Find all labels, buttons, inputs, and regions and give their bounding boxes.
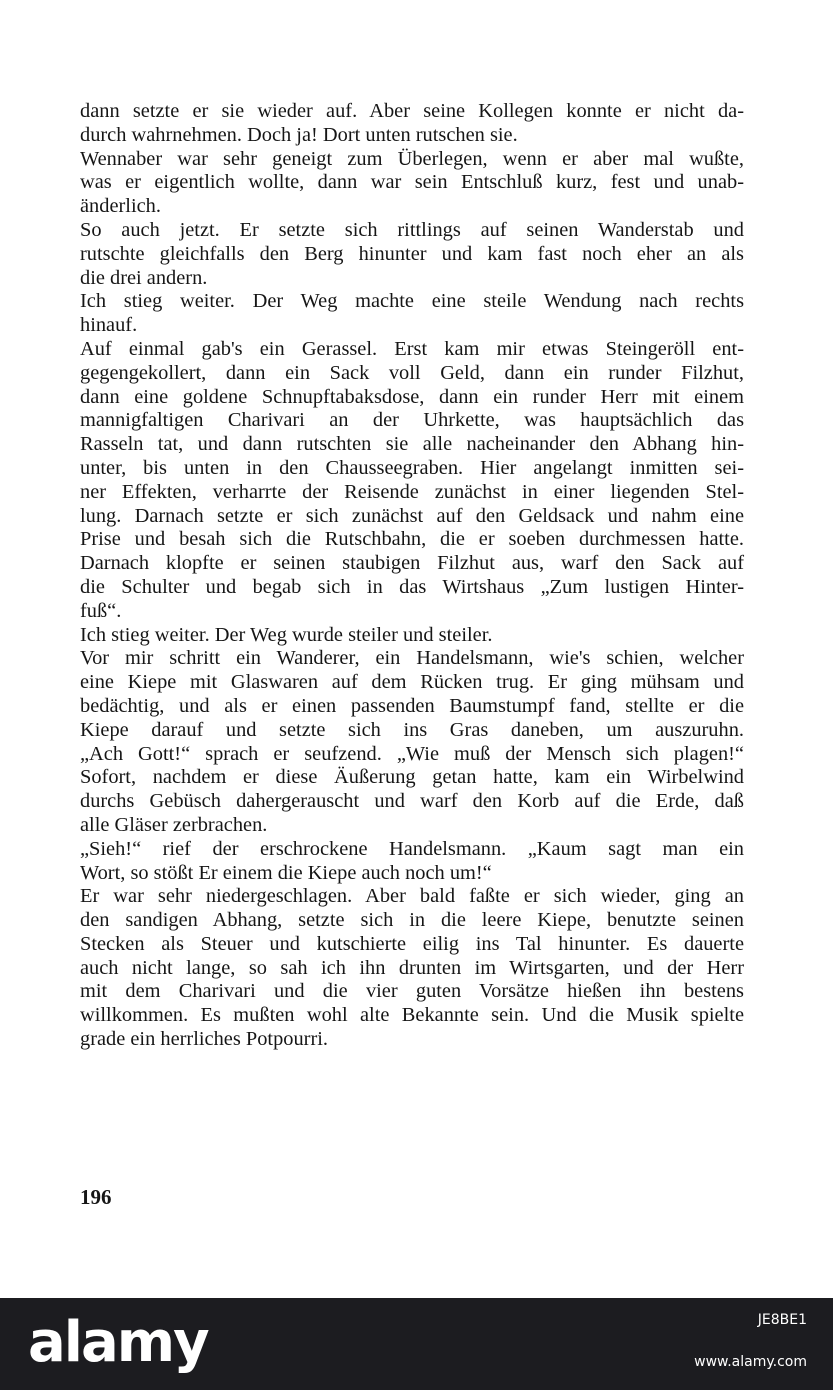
- text-line: unter, bis unten in den Chausseegraben. Hier angelangt inmitten sei-: [80, 456, 744, 479]
- text-line: Auf einmal gab's ein Gerassel. Erst kam mir etwas Steingeröll ent-: [80, 337, 744, 360]
- body-text: [80, 100, 744, 1052]
- text-line: Wennaber war sehr geneigt zum Überlegen, wenn er aber mal wußte,: [80, 147, 744, 170]
- text-line: hinauf.: [80, 314, 138, 337]
- text-line: Prise und besah sich die Rutschbahn, die er soeben durchmessen hatte.: [80, 528, 744, 551]
- text-line: gegengekollert, dann ein Sack voll Geld, dann ein runder Filzhut,: [80, 361, 744, 384]
- text-line: dann eine goldene Schnupftabaksdose, dann ein runder Herr mit einem: [80, 385, 744, 408]
- brand-logo: alamy: [28, 1310, 208, 1375]
- text-line: Darnach klopfte er seinen staubigen Filzhut aus, warf den Sack auf: [80, 552, 744, 575]
- text-line: Stecken als Steuer und kutschierte eilig ins Tal hinunter. Es dauerte: [80, 932, 744, 955]
- text-line: eine Kiepe mit Glaswaren auf dem Rücken trug. Er ging mühsam und: [80, 671, 744, 694]
- text-line: fuß“.: [80, 599, 122, 622]
- text-line: bedächtig, und als er einen passenden Baumstumpf fand, stellte er die: [80, 694, 744, 717]
- text-line: änderlich.: [80, 195, 161, 218]
- text-line: Rasseln tat, und dann rutschten sie alle nacheinander den Abhang hin-: [80, 433, 744, 456]
- text-line: „Sieh!“ rief der erschrockene Handelsmann. „Kaum sagt man ein: [80, 837, 744, 860]
- text-line: grade ein herrliches Potpourri.: [80, 1028, 329, 1051]
- text-line: durch wahrnehmen. Doch ja! Dort unten rutschen sie.: [80, 123, 518, 146]
- text-line: Er war sehr niedergeschlagen. Aber bald faßte er sich wieder, ging an: [80, 885, 744, 908]
- watermark-footer: [0, 1298, 833, 1390]
- text-line: Ich stieg weiter. Der Weg wurde steiler und steiler.: [80, 623, 493, 646]
- image-id: JE8BE1: [757, 1312, 807, 1328]
- page-number: 196: [80, 1185, 112, 1209]
- text-line: alle Gläser zerbrachen.: [80, 813, 268, 836]
- text-line: rutschte gleichfalls den Berg hinunter und kam fast noch eher an als: [80, 242, 744, 265]
- text-line: Wort, so stößt Er einem die Kiepe auch noch um!“: [80, 861, 492, 884]
- text-line: lung. Darnach setzte er sich zunächst auf den Geldsack und nahm eine: [80, 504, 744, 527]
- text-line: „Ach Gott!“ sprach er seufzend. „Wie muß der Mensch sich plagen!“: [80, 742, 744, 765]
- text-line: durchs Gebüsch dahergerauscht und warf den Korb auf die Erde, daß: [80, 790, 744, 813]
- text-line: willkommen. Es mußten wohl alte Bekannte sein. Und die Musik spielte: [80, 1004, 744, 1027]
- site-url: www.alamy.com: [694, 1354, 807, 1370]
- text-line: auch nicht lange, so sah ich ihn drunten im Wirtsgarten, und der Herr: [80, 956, 744, 979]
- text-line: Sofort, nachdem er diese Äußerung getan hatte, kam ein Wirbelwind: [80, 766, 744, 789]
- text-line: Kiepe darauf und setzte sich ins Gras daneben, um auszuruhn.: [80, 718, 744, 741]
- text-line: ner Effekten, verharrte der Reisende zunächst in einer liegenden Stel-: [80, 480, 744, 503]
- text-line: was er eigentlich wollte, dann war sein Entschluß kurz, fest und unab-: [80, 171, 744, 194]
- text-line: Ich stieg weiter. Der Weg machte eine steile Wendung nach rechts: [80, 290, 744, 313]
- text-line: mannigfaltigen Charivari an der Uhrkette, was hauptsächlich das: [80, 409, 744, 432]
- text-line: die drei andern.: [80, 266, 208, 289]
- text-line: dann setzte er sie wieder auf. Aber seine Kollegen konnte er nicht da-: [80, 100, 744, 122]
- text-line: den sandigen Abhang, setzte sich in die leere Kiepe, benutzte seinen: [80, 909, 744, 932]
- text-line: So auch jetzt. Er setzte sich rittlings auf seinen Wanderstab und: [80, 218, 744, 241]
- text-line: mit dem Charivari und die vier guten Vorsätze hießen ihn bestens: [80, 980, 744, 1003]
- text-line: Vor mir schritt ein Wanderer, ein Handelsmann, wie's schien, welcher: [80, 647, 744, 670]
- text-line: die Schulter und begab sich in das Wirtshaus „Zum lustigen Hinter-: [80, 575, 744, 598]
